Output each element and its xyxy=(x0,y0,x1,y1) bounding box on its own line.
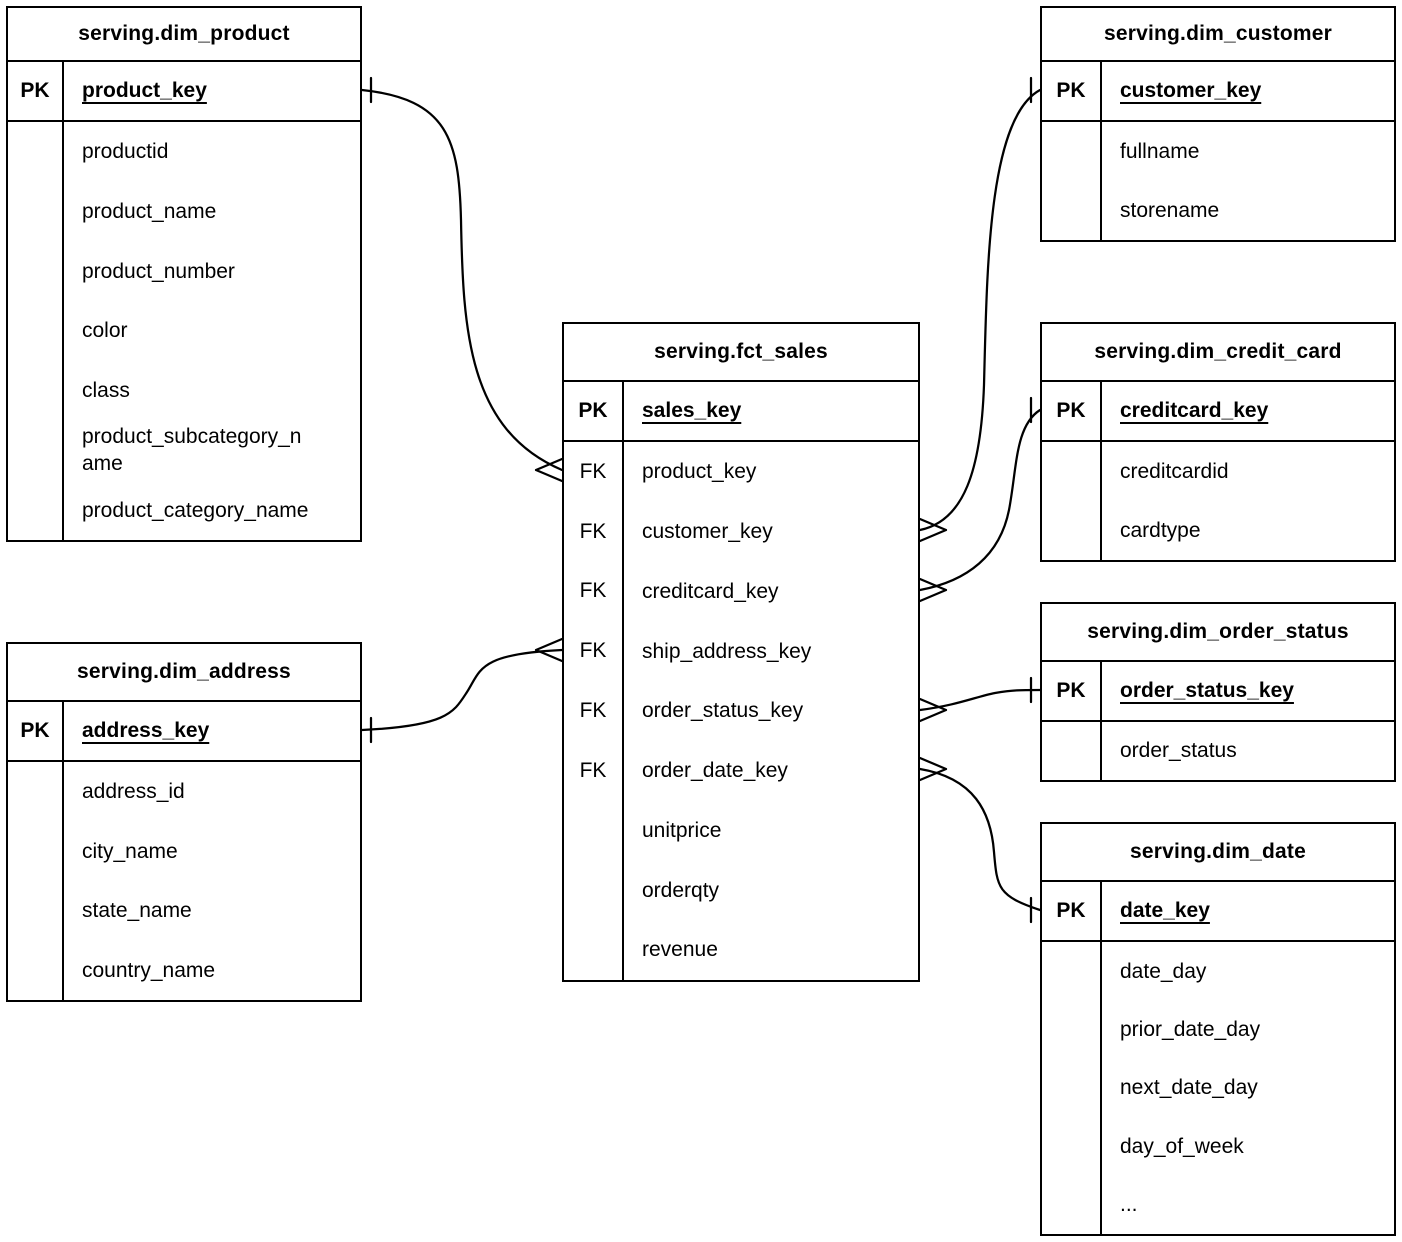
fk-label: FK xyxy=(564,741,624,801)
field-name: prior_date_day xyxy=(1120,1017,1261,1041)
pk-row xyxy=(1042,382,1394,442)
key-cell xyxy=(1042,442,1102,501)
field-name: storename xyxy=(1120,198,1220,222)
pk-field-name: date_key xyxy=(1120,899,1210,923)
field-name: class xyxy=(82,379,130,403)
pk-label: PK xyxy=(8,62,64,120)
pk-field-name: creditcard_key xyxy=(1120,399,1269,423)
field-name: orderqty xyxy=(642,878,720,902)
field-row xyxy=(1042,122,1394,181)
field-row xyxy=(564,860,918,920)
key-cell xyxy=(1042,722,1102,780)
pk-row xyxy=(1042,882,1394,942)
key-cell xyxy=(1042,1000,1102,1058)
pk-row xyxy=(564,382,918,442)
field-row xyxy=(564,502,918,562)
pk-label: PK xyxy=(564,382,624,440)
field-name: date_day xyxy=(1120,959,1207,983)
field-row xyxy=(1042,501,1394,560)
key-cell xyxy=(8,480,64,540)
key-cell xyxy=(8,941,64,1001)
field-row xyxy=(1042,1117,1394,1175)
key-cell xyxy=(1042,1176,1102,1234)
field-name: order_status xyxy=(1120,739,1237,763)
field-row xyxy=(564,621,918,681)
field-name: customer_key xyxy=(642,520,773,544)
field-name: day_of_week xyxy=(1120,1134,1244,1158)
table-fields xyxy=(1042,442,1394,560)
field-name: ship_address_key xyxy=(642,639,812,663)
table-fields xyxy=(1042,942,1394,1234)
field-row xyxy=(1042,181,1394,240)
field-name: fullname xyxy=(1120,139,1200,163)
key-cell xyxy=(8,822,64,882)
field-row xyxy=(1042,1000,1394,1058)
field-row xyxy=(1042,442,1394,501)
field-name: unitprice xyxy=(642,818,722,842)
crow-foot-customer xyxy=(920,519,946,541)
pk-field-name: sales_key xyxy=(642,399,742,423)
field-row xyxy=(8,361,360,421)
table-dim-product xyxy=(6,6,362,542)
fk-label: FK xyxy=(564,562,624,622)
field-name: creditcardid xyxy=(1120,459,1229,483)
table-fct-sales xyxy=(562,322,920,982)
fk-label: FK xyxy=(564,502,624,562)
field-name: creditcard_key xyxy=(642,579,779,603)
key-cell xyxy=(1042,942,1102,1000)
field-name: address_id xyxy=(82,780,185,804)
field-name: city_name xyxy=(82,839,178,863)
relationship-line-order-date xyxy=(920,769,1040,910)
field-row xyxy=(1042,1059,1394,1117)
field-row xyxy=(8,762,360,822)
relationship-line-product xyxy=(362,90,562,470)
table-title: serving.dim_address xyxy=(8,644,360,702)
field-row xyxy=(564,442,918,502)
table-dim-date xyxy=(1040,822,1396,1236)
key-cell xyxy=(8,421,64,481)
fk-label: FK xyxy=(564,442,624,502)
relationship-line-order-status xyxy=(920,690,1040,710)
pk-row xyxy=(8,62,360,122)
table-title: serving.dim_product xyxy=(8,8,360,62)
table-fields xyxy=(8,122,360,540)
crow-foot-order-date xyxy=(920,758,946,780)
table-dim-credit-card xyxy=(1040,322,1396,562)
field-name: country_name xyxy=(82,958,216,982)
pk-label: PK xyxy=(1042,662,1102,720)
key-cell xyxy=(8,182,64,242)
field-row xyxy=(564,920,918,980)
table-title: serving.dim_customer xyxy=(1042,8,1394,62)
pk-field-name: order_status_key xyxy=(1120,679,1294,703)
field-name: product_category_name xyxy=(82,498,309,522)
field-name: order_status_key xyxy=(642,699,804,723)
field-name: state_name xyxy=(82,899,192,923)
pk-field-name: product_key xyxy=(82,79,207,103)
pk-label: PK xyxy=(1042,382,1102,440)
field-name: next_date_day xyxy=(1120,1076,1258,1100)
table-title: serving.dim_date xyxy=(1042,824,1394,882)
key-cell xyxy=(8,241,64,301)
pk-label: PK xyxy=(8,702,64,760)
fk-label: FK xyxy=(564,621,624,681)
key-cell xyxy=(8,881,64,941)
key-cell xyxy=(8,762,64,822)
field-row xyxy=(564,741,918,801)
relationship-line-customer xyxy=(920,90,1040,530)
field-row xyxy=(8,941,360,1001)
field-row xyxy=(8,301,360,361)
field-row xyxy=(8,822,360,882)
field-name: product_key xyxy=(642,460,757,484)
table-dim-address xyxy=(6,642,362,1002)
key-cell xyxy=(8,301,64,361)
field-name: revenue xyxy=(642,938,718,962)
field-name: product_name xyxy=(82,199,217,223)
key-cell xyxy=(1042,1117,1102,1175)
key-cell xyxy=(1042,1059,1102,1117)
pk-label: PK xyxy=(1042,62,1102,120)
field-name: order_date_key xyxy=(642,759,788,783)
crow-foot-order-status xyxy=(920,699,946,721)
field-name: color xyxy=(82,319,128,343)
field-row xyxy=(1042,722,1394,780)
field-row xyxy=(564,801,918,861)
relationship-line-address xyxy=(362,650,562,730)
field-row xyxy=(8,122,360,182)
field-row xyxy=(564,562,918,622)
field-row xyxy=(8,421,360,481)
pk-row xyxy=(1042,662,1394,722)
table-fields xyxy=(564,442,918,980)
field-row xyxy=(1042,1176,1394,1234)
key-cell xyxy=(564,860,624,920)
pk-row xyxy=(1042,62,1394,122)
crow-foot-creditcard xyxy=(920,579,946,601)
key-cell xyxy=(1042,501,1102,560)
field-name: ... xyxy=(1120,1193,1138,1217)
key-cell xyxy=(8,361,64,421)
crow-foot-address xyxy=(536,639,562,661)
table-title: serving.fct_sales xyxy=(564,324,918,382)
field-row xyxy=(8,241,360,301)
field-name: productid xyxy=(82,140,169,164)
key-cell xyxy=(564,801,624,861)
relationship-line-creditcard xyxy=(920,410,1040,590)
field-row xyxy=(8,881,360,941)
field-row xyxy=(8,182,360,242)
pk-label: PK xyxy=(1042,882,1102,940)
field-name: product_number xyxy=(82,259,235,283)
key-cell xyxy=(1042,181,1102,240)
key-cell xyxy=(8,122,64,182)
table-fields xyxy=(1042,122,1394,240)
key-cell xyxy=(1042,122,1102,181)
fk-label: FK xyxy=(564,681,624,741)
table-dim-order-status xyxy=(1040,602,1396,782)
field-row xyxy=(564,681,918,741)
field-row xyxy=(8,480,360,540)
table-fields xyxy=(8,762,360,1000)
table-fields xyxy=(1042,722,1394,780)
key-cell xyxy=(564,920,624,980)
field-name: cardtype xyxy=(1120,518,1201,542)
crow-foot-product xyxy=(536,459,562,481)
table-dim-customer xyxy=(1040,6,1396,242)
pk-row xyxy=(8,702,360,762)
field-name: product_subcategory_name xyxy=(82,425,302,476)
table-title: serving.dim_credit_card xyxy=(1042,324,1394,382)
pk-field-name: address_key xyxy=(82,719,210,743)
pk-field-name: customer_key xyxy=(1120,79,1262,103)
field-row xyxy=(1042,942,1394,1000)
table-title: serving.dim_order_status xyxy=(1042,604,1394,662)
